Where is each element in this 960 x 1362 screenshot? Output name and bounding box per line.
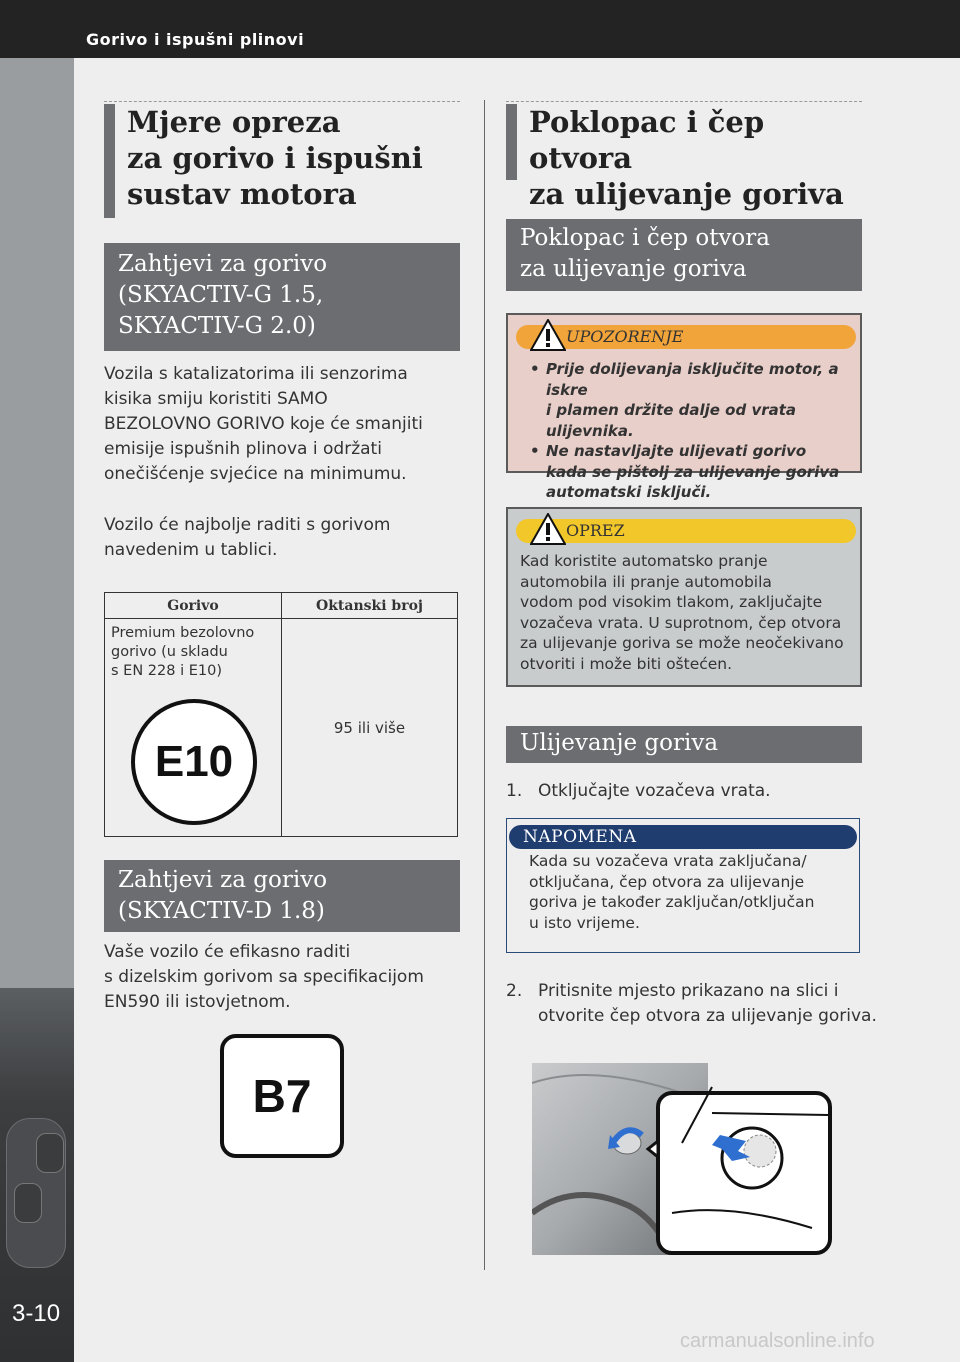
text-line: automatski isključi. — [546, 483, 712, 501]
title-line: Poklopac i čep otvora — [520, 225, 770, 251]
column-divider — [484, 100, 485, 1270]
subsection-title-fuel-g — [104, 243, 460, 351]
text-line: za ulijevanje goriva se može neočekivano — [520, 634, 844, 652]
caution-label: OPREZ — [566, 521, 625, 540]
caution-pill — [516, 519, 856, 543]
footer-watermark: carmanualsonline.info — [680, 1330, 875, 1352]
title-line: za gorivo i ispušni — [127, 141, 423, 175]
warning-box — [506, 313, 862, 501]
text-line: otključana, čep otvora za ulijevanje — [529, 872, 805, 891]
text-line: Vozila s katalizatorima ili senzorima — [104, 364, 408, 384]
b7-fuel-icon — [220, 1034, 344, 1158]
text-line: u isto vrijeme. — [529, 913, 640, 932]
text-line: EN590 ili istovjetnom. — [104, 992, 291, 1012]
text-line: kisika smiju koristiti SAMO — [104, 389, 328, 409]
warning-list — [526, 359, 860, 503]
title-line: za ulijevanje goriva — [529, 177, 844, 211]
text-line: vozačeva vrata. U suprotnom, čep otvora — [520, 613, 842, 632]
text-line: otvoriti i može biti oštećen. — [520, 654, 733, 673]
subsection-title-fuel-d — [104, 860, 460, 932]
step-1 — [506, 779, 866, 805]
text-line: vodom pod visokim tlakom, zaključajte — [520, 593, 823, 611]
warning-label: UPOZORENJE — [566, 327, 684, 346]
step-2 — [506, 979, 877, 1031]
step-text: otvorite čep otvora za ulijevanje goriva. — [538, 1006, 877, 1026]
note-pill — [509, 825, 857, 849]
b7-label: B7 — [252, 1070, 312, 1122]
text-line: gorivo (u skladu — [111, 644, 228, 660]
text-line: i plamen držite dalje od vrata ulijevnika. — [546, 401, 797, 440]
text-line: s dizelskim gorivom sa specifikacijom — [104, 967, 424, 987]
text-line: s EN 228 i E10) — [111, 663, 222, 679]
step-number: 2. — [506, 981, 523, 1001]
step-text: Otključajte vozačeva vrata. — [538, 781, 771, 801]
text-line: Kad koristite automatsko pranje — [520, 552, 768, 570]
side-photo-strip — [0, 58, 74, 1362]
page-number: 3-10 — [12, 1300, 61, 1327]
title-line: SKYACTIV-G 2.0) — [118, 313, 316, 339]
text-line: Vaše vozilo će efikasno raditi — [104, 942, 351, 962]
text-line: onečišćenje svjećice na minimumu. — [104, 464, 407, 484]
divider — [506, 101, 862, 102]
fuel-table — [104, 592, 458, 837]
caution-triangle-icon — [530, 513, 566, 545]
subsection-title-refuel — [506, 726, 862, 763]
title-line: Ulijevanje goriva — [520, 730, 719, 756]
title-line: (SKYACTIV-D 1.8) — [118, 898, 325, 924]
text-line: Premium bezolovno — [111, 625, 255, 641]
text-line: navedenim u tablici. — [104, 540, 278, 560]
text-line: automobila ili pranje automobila — [520, 572, 772, 591]
step-text: Pritisnite mjesto prikazano na slici i — [538, 981, 839, 1001]
table-header-fuel: Gorivo — [105, 593, 282, 619]
title-line: za ulijevanje goriva — [520, 256, 747, 282]
text-line: goriva je također zaključan/otključan — [529, 893, 815, 911]
title-line: (SKYACTIV-G 1.5, — [118, 282, 324, 308]
section-title-left — [104, 104, 460, 218]
title-line: Zahtjevi za gorivo — [118, 251, 328, 277]
note-label: NAPOMENA — [523, 827, 637, 847]
text-line: Kada su vozačeva vrata zaključana/ — [529, 852, 807, 870]
text-line: Vozilo će najbolje raditi s gorivom — [104, 515, 391, 535]
fuel-door-illustration — [532, 1063, 832, 1255]
title-line: Mjere opreza — [127, 105, 341, 139]
caution-box — [506, 507, 862, 687]
divider — [104, 101, 460, 102]
e10-label: E10 — [154, 737, 234, 786]
text-line: emisije ispušnih plinova i održati — [104, 439, 382, 459]
list-item — [526, 441, 860, 503]
text-line: BEZOLOVNO GORIVO koje će smanjiti — [104, 414, 423, 434]
e10-fuel-icon — [131, 699, 257, 825]
note-box — [506, 818, 860, 953]
note-text — [529, 851, 814, 933]
title-line: Poklopac i čep otvora — [529, 105, 765, 175]
subsection-title-cap — [506, 219, 862, 291]
warning-pill — [516, 325, 856, 349]
title-line: sustav motora — [127, 177, 357, 211]
unlock-icon — [36, 1133, 64, 1173]
caution-text — [520, 551, 844, 674]
warning-triangle-icon — [530, 319, 566, 351]
paragraph-table-intro — [104, 513, 464, 563]
paragraph-diesel — [104, 940, 464, 1015]
section-title-right — [506, 104, 862, 211]
text-line: • Prije dolijevanja isključite motor, a iskre — [546, 360, 839, 399]
lock-icon — [14, 1183, 42, 1223]
paragraph-unleaded — [104, 362, 464, 487]
list-item — [526, 359, 860, 441]
table-header-octane: Oktanski broj — [282, 593, 458, 619]
page-header — [0, 0, 960, 58]
title-line: Zahtjevi za gorivo — [118, 867, 328, 893]
header-title: Gorivo i ispušni plinovi — [86, 30, 305, 49]
step-number: 1. — [506, 781, 523, 801]
table-cell-fuel — [105, 619, 282, 837]
table-cell-octane: 95 ili više — [282, 619, 458, 837]
text-line: kada se pištolj za ulijevanje goriva — [546, 462, 840, 481]
text-line: • Ne nastavljajte ulijevati gorivo — [546, 442, 807, 460]
